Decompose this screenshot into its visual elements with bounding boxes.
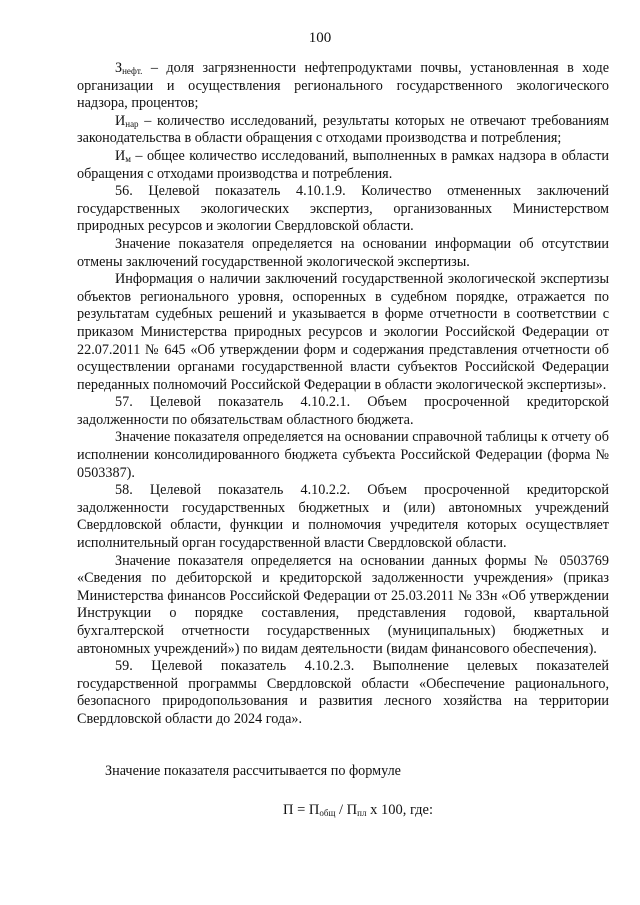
definition-subscript: нар (125, 118, 139, 129)
body-paragraph: Значение показателя определяется на основании справочной таблицы к отчету об исполнении консолидированного бюджета субъекта Российской Федерации (форма № 0503387). (77, 429, 609, 481)
definition-symbol: З (115, 60, 123, 76)
definition-subscript: нефт. (122, 66, 143, 76)
definition-paragraph (77, 148, 609, 183)
page-number: 100 (308, 30, 332, 46)
formula-subscript-total: общ (319, 808, 336, 819)
body-paragraph: Значение показателя определяется на основании данных формы № 0503769 «Сведения по дебиторской и кредиторской задолженности учреждения» (приказ Министерства финансов Российской Федерации от 25.03.2011 № 33н «Об утверждении Инструкции о порядке составления, представления годовой, квартальной бухгалтерской отчетности государственных (муниципальных) бюджетных и автономных учреждений») по видам деятельности (видам финансового обеспечения). (77, 552, 609, 657)
definition-text: – общее количество исследований, выполненных в рамках надзора в области обращения с отходами производства и потребления. (77, 147, 609, 182)
body-paragraph: Значение показателя определяется на основании информации об отсутствии отмены заключений государственной экологической экспертизы. (77, 235, 609, 270)
definition-text: – доля загрязненности нефтепродуктами почвы, установленная в ходе организации и осуществления регионального государственного экологического надзора, процентов; (77, 60, 609, 112)
indicator-heading-58: 58. Целевой показатель 4.10.2.2. Объем просроченной кредиторской задолженности государственных бюджетных и (или) автономных учреждений Свердловской области, функции и полномочия учредителя которых осуществляет исполнительный орган государственной власти Свердловской области. (77, 482, 609, 552)
definition-paragraph (77, 60, 609, 113)
indicator-heading-56: 56. Целевой показатель 4.10.1.9. Количество отмененных заключений государственных экологических экспертиз, организованных Министерством природных ресурсов и экологии Свердловской области. (77, 183, 609, 235)
formula (77, 802, 609, 820)
formula-rhs: x 100, где: (366, 802, 434, 819)
formula-intro: Значение показателя рассчитывается по формуле (105, 762, 401, 779)
definition-symbol: И (115, 147, 126, 164)
formula-lhs: П = П (282, 802, 320, 819)
definition-text: – количество исследований, результаты которых не отвечают требованиям законодательства в области обращения с отходами производства и потребления; (77, 112, 609, 147)
definition-subscript: м (125, 153, 131, 164)
indicator-heading-57: 57. Целевой показатель 4.10.2.1. Объем просроченной кредиторской задолженности по обязательствам областного бюджета. (77, 394, 609, 428)
formula-divider: / П (335, 802, 358, 819)
indicator-heading-59: 59. Целевой показатель 4.10.2.3. Выполнение целевых показателей государственной программы Свердловской области «Обеспечение рационального, безопасного природопользования и развития лесного хозяйства на территории Свердловской области до 2024 года». (77, 658, 609, 727)
document-body (77, 60, 609, 820)
definition-paragraph (77, 113, 609, 148)
formula-subscript-plan: пл (357, 808, 367, 819)
body-paragraph: Информация о наличии заключений государственной экологической экспертизы объектов регионального уровня, оспоренных в судебном порядке, отражается по результатам судебных решений и указывается в форме отчетности в соответствии с приказом Министерства природных ресурсов и экологии Российской Федерации от 22.07.2011 № 645 «Об утверждении форм и содержания представления отчетности об осуществлении органами государственной власти субъектов Российской Федерации переданных полномочий Российской Федерации в области экологической экспертизы». (77, 271, 609, 393)
definition-symbol: И (115, 112, 126, 129)
